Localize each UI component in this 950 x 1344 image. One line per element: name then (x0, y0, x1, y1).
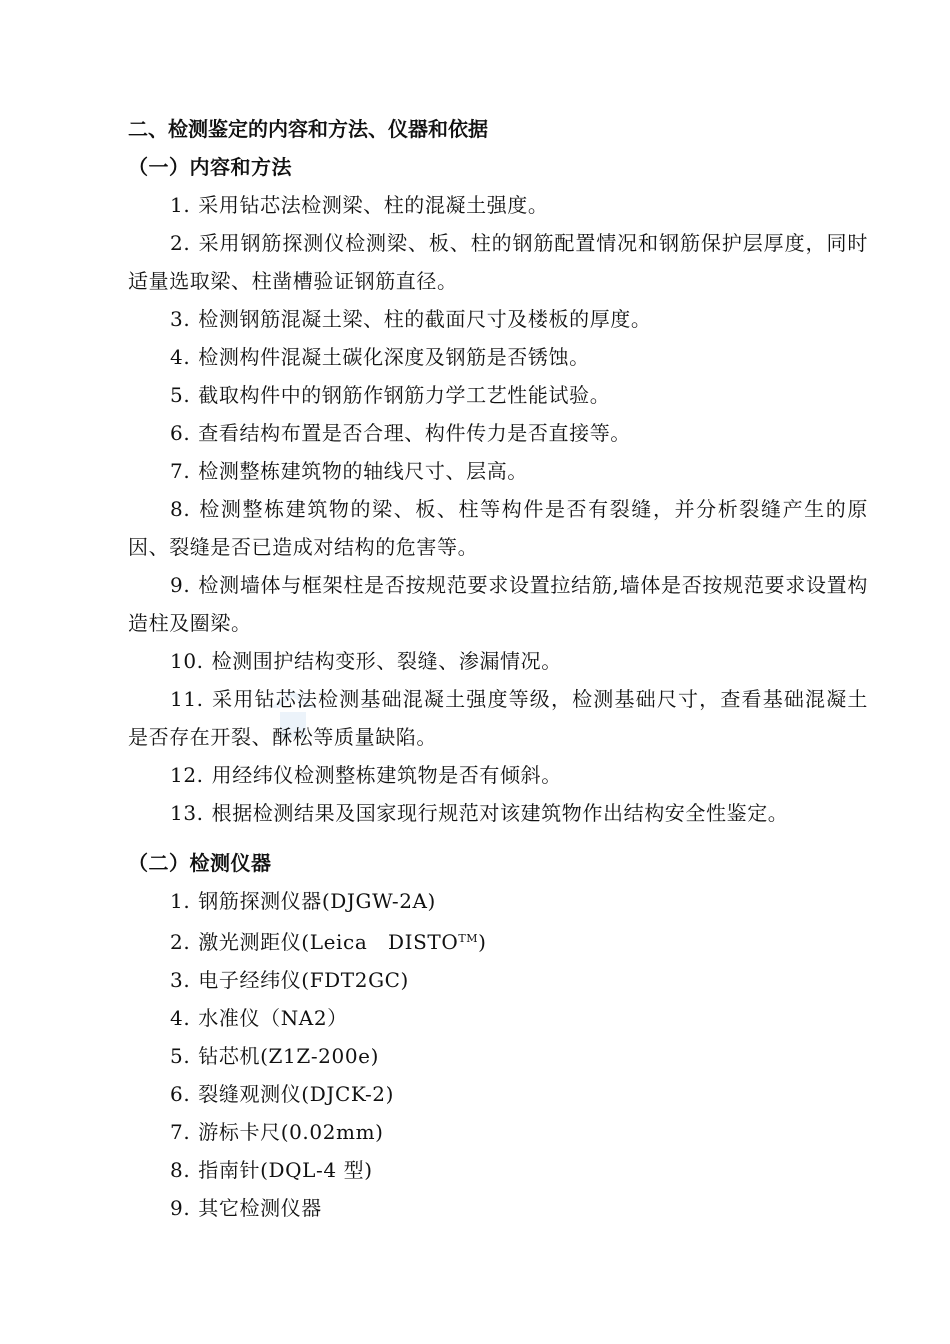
instrument-item (170, 1189, 868, 1227)
list-item (128, 224, 868, 300)
list-item (128, 300, 868, 338)
instrument-item (170, 999, 868, 1037)
item-number: 2. (170, 930, 191, 954)
item-text: 检测整栋建筑物的梁、板、柱等构件是否有裂缝，并分析裂缝产生的原因、裂缝是否已造成对结构的危害等。 (128, 497, 868, 559)
item-text-end: ) (478, 930, 487, 954)
list-item (128, 794, 868, 832)
section-title: 二、检测鉴定的内容和方法、仪器和依据 (128, 117, 488, 141)
item-number: 2. (170, 231, 191, 255)
item-number: 13. (170, 801, 204, 825)
item-text: 检测构件混凝土碳化深度及钢筋是否锈蚀。 (198, 345, 590, 369)
item-number: 10. (170, 649, 204, 673)
list-item (128, 490, 868, 566)
list-item (128, 338, 868, 376)
instrument-item (170, 961, 868, 999)
list-item (128, 566, 868, 642)
item-text: 钢筋探测仪器(DJGW-2A) (198, 889, 436, 913)
item-text: 截取构件中的钢筋作钢筋力学工艺性能试验。 (198, 383, 611, 407)
item-number: 4. (170, 345, 191, 369)
item-text: 激光测距仪(Leica DISTO (198, 930, 459, 954)
item-text: 指南针(DQL-4 型) (198, 1158, 373, 1182)
item-number: 11. (170, 687, 204, 711)
item-number: 7. (170, 459, 191, 483)
item-number: 8. (170, 497, 191, 521)
item-number: 3. (170, 968, 191, 992)
item-number: 6. (170, 421, 191, 445)
instrument-item (170, 1113, 868, 1151)
list-item (128, 680, 868, 756)
item-text: 水准仪（NA2） (198, 1006, 348, 1030)
item-text: 钻芯机(Z1Z-200e) (198, 1044, 379, 1068)
list-item (128, 756, 868, 794)
item-number: 4. (170, 1006, 191, 1030)
item-text: 游标卡尺(0.02mm) (198, 1120, 384, 1144)
instrument-item (170, 920, 868, 961)
document-body (128, 110, 868, 1227)
item-number: 5. (170, 383, 191, 407)
item-number: 8. (170, 1158, 191, 1182)
item-text: 检测围护结构变形、裂缝、渗漏情况。 (211, 649, 562, 673)
item-text: 检测钢筋混凝土梁、柱的截面尺寸及楼板的厚度。 (198, 307, 652, 331)
item-text: 电子经纬仪(FDT2GC) (198, 968, 409, 992)
item-number: 9. (170, 1196, 191, 1220)
instrument-item (170, 1151, 868, 1189)
item-number: 12. (170, 763, 204, 787)
instrument-item (170, 882, 868, 920)
list-item (128, 642, 868, 680)
item-number: 1. (170, 889, 191, 913)
item-number: 1. (170, 193, 191, 217)
item-text: 查看结构布置是否合理、构件传力是否直接等。 (198, 421, 631, 445)
item-text: 裂缝观测仪(DJCK-2) (198, 1082, 395, 1106)
instrument-item (170, 1075, 868, 1113)
list-item (128, 414, 868, 452)
item-number: 3. (170, 307, 191, 331)
item-text: 根据检测结果及国家现行规范对该建筑物作出结构安全性鉴定。 (211, 801, 789, 825)
item-number: 9. (170, 573, 191, 597)
instrument-item (170, 1037, 868, 1075)
item-number: 5. (170, 1044, 191, 1068)
section-gap (128, 832, 868, 844)
trademark-superscript: TM (458, 932, 479, 945)
list-item (128, 376, 868, 414)
item-text: 采用钢筋探测仪检测梁、板、柱的钢筋配置情况和钢筋保护层厚度，同时适量选取梁、柱凿槽验证钢筋直径。 (128, 231, 868, 293)
part2-title: （二）检测仪器 (128, 851, 272, 875)
item-text: 检测整栋建筑物的轴线尺寸、层高。 (198, 459, 528, 483)
item-text: 其它检测仪器 (198, 1196, 322, 1220)
item-text: 用经纬仪检测整栋建筑物是否有倾斜。 (211, 763, 562, 787)
part1-title: （一）内容和方法 (128, 155, 292, 179)
item-number: 7. (170, 1120, 191, 1144)
item-text: 采用钻芯法检测梁、柱的混凝土强度。 (198, 193, 549, 217)
item-text: 检测墙体与框架柱是否按规范要求设置拉结筋,墙体是否按规范要求设置构造柱及圈梁。 (128, 573, 868, 635)
list-item (128, 186, 868, 224)
list-item (128, 452, 868, 490)
item-text: 采用钻芯法检测基础混凝土强度等级，检测基础尺寸，查看基础混凝土是否存在开裂、酥松等质量缺陷。 (128, 687, 868, 749)
item-number: 6. (170, 1082, 191, 1106)
